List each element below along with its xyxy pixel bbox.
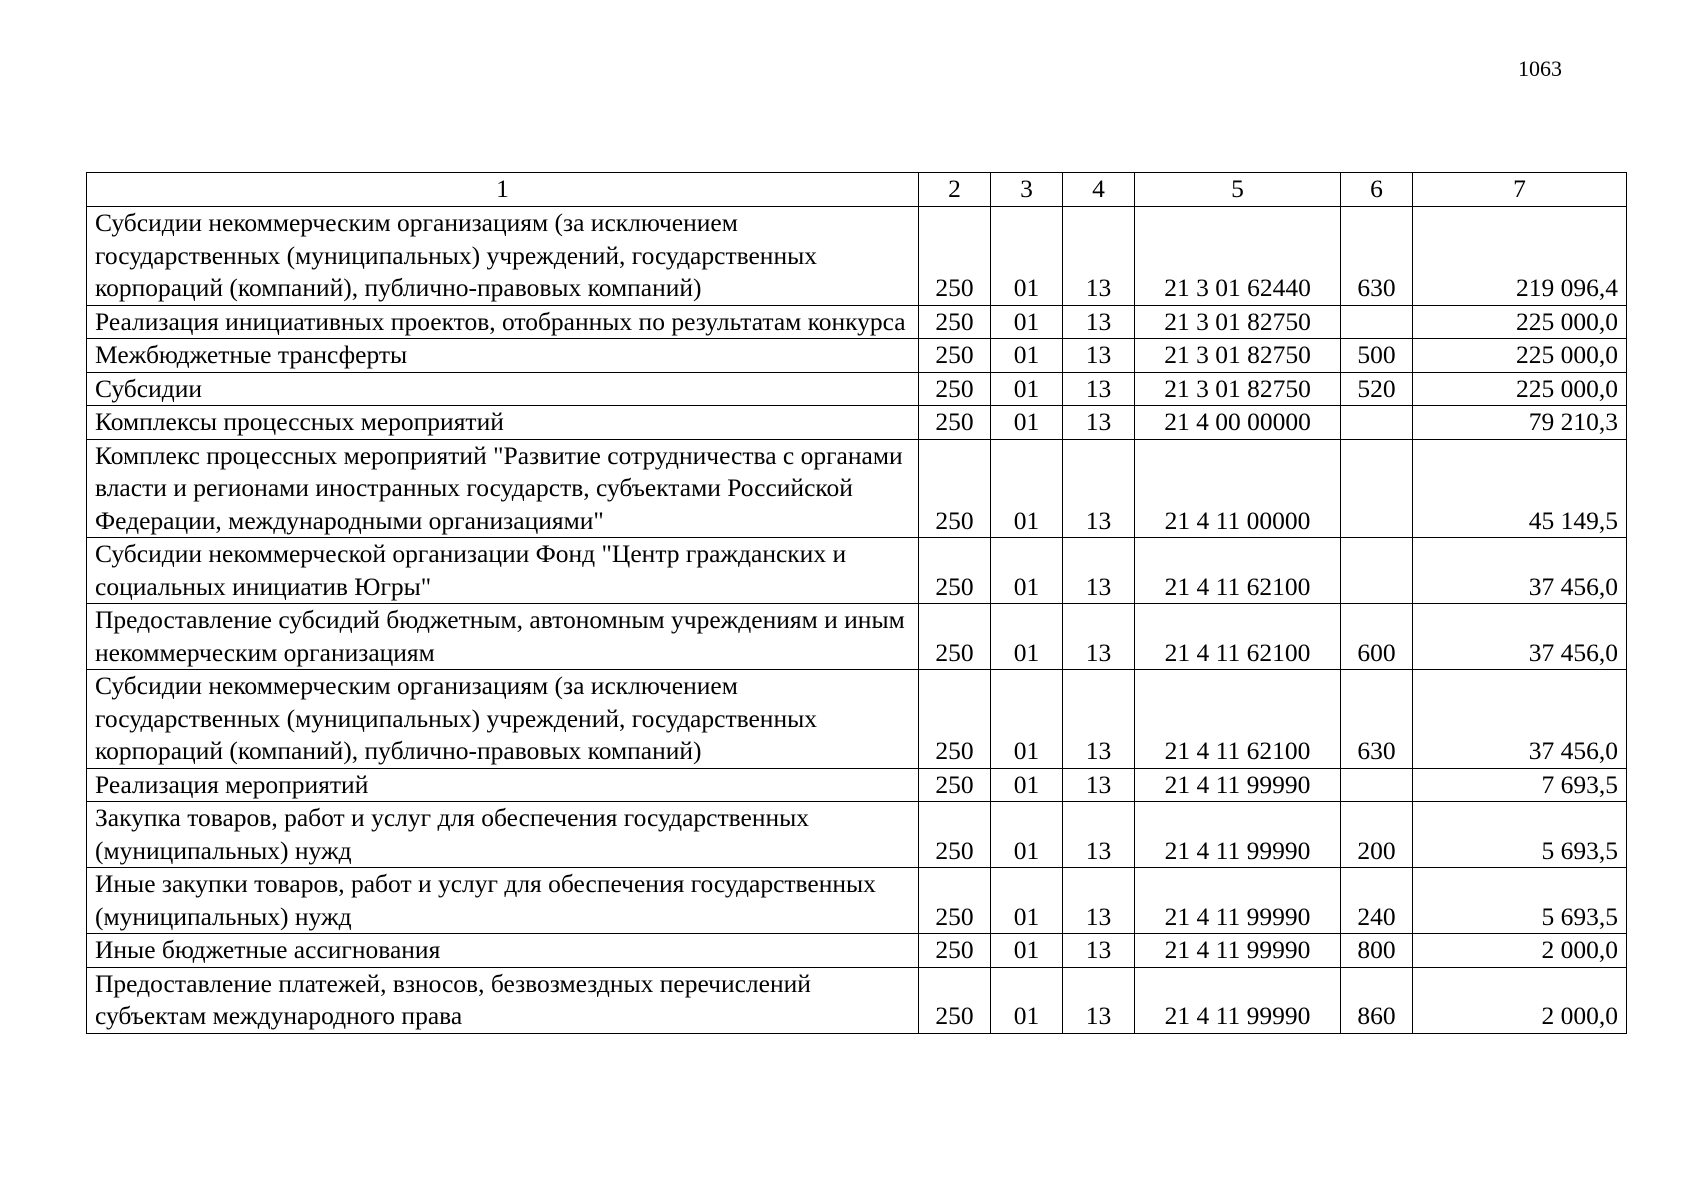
expense-type-code-cell bbox=[1341, 538, 1413, 604]
table-row bbox=[87, 868, 1627, 934]
amount-cell: 2 000,0 bbox=[1413, 934, 1627, 968]
subsection-code-cell: 13 bbox=[1063, 305, 1135, 339]
amount-cell: 37 456,0 bbox=[1413, 538, 1627, 604]
column-header: 5 bbox=[1135, 173, 1341, 207]
ministry-code-cell: 250 bbox=[919, 868, 991, 934]
item-name-cell: Реализация инициативных проектов, отобранных по результатам конкурса bbox=[87, 305, 919, 339]
expense-type-code-cell: 520 bbox=[1341, 372, 1413, 406]
subsection-code-cell: 13 bbox=[1063, 868, 1135, 934]
section-code-cell: 01 bbox=[991, 207, 1063, 306]
item-name-cell: Закупка товаров, работ и услуг для обеспечения государственных (муниципальных) нужд bbox=[87, 802, 919, 868]
expense-type-code-cell: 630 bbox=[1341, 670, 1413, 769]
section-code-cell: 01 bbox=[991, 967, 1063, 1033]
target-article-code-cell: 21 4 11 00000 bbox=[1135, 439, 1341, 538]
expense-type-code-cell: 800 bbox=[1341, 934, 1413, 968]
ministry-code-cell: 250 bbox=[919, 339, 991, 373]
expense-type-code-cell bbox=[1341, 439, 1413, 538]
ministry-code-cell: 250 bbox=[919, 372, 991, 406]
page-number: 1063 bbox=[1518, 56, 1562, 81]
table-row bbox=[87, 934, 1627, 968]
amount-cell: 7 693,5 bbox=[1413, 768, 1627, 802]
section-code-cell: 01 bbox=[991, 604, 1063, 670]
amount-cell: 5 693,5 bbox=[1413, 868, 1627, 934]
section-code-cell: 01 bbox=[991, 802, 1063, 868]
target-article-code-cell: 21 3 01 82750 bbox=[1135, 339, 1341, 373]
table-row bbox=[87, 670, 1627, 769]
section-code-cell: 01 bbox=[991, 538, 1063, 604]
amount-cell: 225 000,0 bbox=[1413, 305, 1627, 339]
table-row bbox=[87, 967, 1627, 1033]
expense-type-code-cell: 240 bbox=[1341, 868, 1413, 934]
amount-cell: 45 149,5 bbox=[1413, 439, 1627, 538]
subsection-code-cell: 13 bbox=[1063, 439, 1135, 538]
section-code-cell: 01 bbox=[991, 934, 1063, 968]
subsection-code-cell: 13 bbox=[1063, 207, 1135, 306]
column-header: 3 bbox=[991, 173, 1063, 207]
target-article-code-cell: 21 3 01 82750 bbox=[1135, 372, 1341, 406]
table-row bbox=[87, 439, 1627, 538]
subsection-code-cell: 13 bbox=[1063, 802, 1135, 868]
table-row bbox=[87, 207, 1627, 306]
section-code-cell: 01 bbox=[991, 768, 1063, 802]
table-body bbox=[87, 207, 1627, 1034]
target-article-code-cell: 21 3 01 62440 bbox=[1135, 207, 1341, 306]
item-name-cell: Межбюджетные трансферты bbox=[87, 339, 919, 373]
item-name-cell: Иные бюджетные ассигнования bbox=[87, 934, 919, 968]
target-article-code-cell: 21 4 11 62100 bbox=[1135, 670, 1341, 769]
target-article-code-cell: 21 4 11 62100 bbox=[1135, 538, 1341, 604]
table-row bbox=[87, 406, 1627, 440]
expense-type-code-cell: 200 bbox=[1341, 802, 1413, 868]
item-name-cell: Комплекс процессных мероприятий "Развитие сотрудничества с органами власти и регионами иностранных государств, субъектами Российской Федерации, международными организациями" bbox=[87, 439, 919, 538]
target-article-code-cell: 21 4 11 62100 bbox=[1135, 604, 1341, 670]
subsection-code-cell: 13 bbox=[1063, 934, 1135, 968]
amount-cell: 225 000,0 bbox=[1413, 372, 1627, 406]
table-row bbox=[87, 305, 1627, 339]
amount-cell: 37 456,0 bbox=[1413, 670, 1627, 769]
table-row bbox=[87, 604, 1627, 670]
item-name-cell: Субсидии bbox=[87, 372, 919, 406]
column-header: 1 bbox=[87, 173, 919, 207]
amount-cell: 219 096,4 bbox=[1413, 207, 1627, 306]
table-row bbox=[87, 538, 1627, 604]
subsection-code-cell: 13 bbox=[1063, 538, 1135, 604]
ministry-code-cell: 250 bbox=[919, 305, 991, 339]
table-row bbox=[87, 768, 1627, 802]
expense-type-code-cell: 600 bbox=[1341, 604, 1413, 670]
item-name-cell: Предоставление платежей, взносов, безвозмездных перечислений субъектам международного права bbox=[87, 967, 919, 1033]
ministry-code-cell: 250 bbox=[919, 967, 991, 1033]
subsection-code-cell: 13 bbox=[1063, 372, 1135, 406]
subsection-code-cell: 13 bbox=[1063, 406, 1135, 440]
subsection-code-cell: 13 bbox=[1063, 339, 1135, 373]
section-code-cell: 01 bbox=[991, 439, 1063, 538]
budget-table bbox=[86, 172, 1627, 1034]
expense-type-code-cell: 630 bbox=[1341, 207, 1413, 306]
section-code-cell: 01 bbox=[991, 406, 1063, 440]
expense-type-code-cell bbox=[1341, 305, 1413, 339]
subsection-code-cell: 13 bbox=[1063, 670, 1135, 769]
section-code-cell: 01 bbox=[991, 305, 1063, 339]
section-code-cell: 01 bbox=[991, 372, 1063, 406]
expense-type-code-cell: 860 bbox=[1341, 967, 1413, 1033]
target-article-code-cell: 21 4 11 99990 bbox=[1135, 768, 1341, 802]
target-article-code-cell: 21 4 11 99990 bbox=[1135, 802, 1341, 868]
subsection-code-cell: 13 bbox=[1063, 967, 1135, 1033]
ministry-code-cell: 250 bbox=[919, 439, 991, 538]
ministry-code-cell: 250 bbox=[919, 406, 991, 440]
column-header: 6 bbox=[1341, 173, 1413, 207]
target-article-code-cell: 21 4 11 99990 bbox=[1135, 934, 1341, 968]
item-name-cell: Субсидии некоммерческой организации Фонд "Центр гражданских и социальных инициатив Югры" bbox=[87, 538, 919, 604]
ministry-code-cell: 250 bbox=[919, 538, 991, 604]
amount-cell: 2 000,0 bbox=[1413, 967, 1627, 1033]
ministry-code-cell: 250 bbox=[919, 934, 991, 968]
amount-cell: 225 000,0 bbox=[1413, 339, 1627, 373]
expense-type-code-cell bbox=[1341, 406, 1413, 440]
target-article-code-cell: 21 4 11 99990 bbox=[1135, 967, 1341, 1033]
target-article-code-cell: 21 4 00 00000 bbox=[1135, 406, 1341, 440]
item-name-cell: Субсидии некоммерческим организациям (за исключением государственных (муниципальных) учреждений, государственных корпораций (компаний), публично-правовых компаний) bbox=[87, 207, 919, 306]
column-header: 7 bbox=[1413, 173, 1627, 207]
table-row bbox=[87, 802, 1627, 868]
target-article-code-cell: 21 4 11 99990 bbox=[1135, 868, 1341, 934]
table-row bbox=[87, 372, 1627, 406]
column-header: 2 bbox=[919, 173, 991, 207]
expense-type-code-cell: 500 bbox=[1341, 339, 1413, 373]
amount-cell: 37 456,0 bbox=[1413, 604, 1627, 670]
table-row bbox=[87, 339, 1627, 373]
table-header-row bbox=[87, 173, 1627, 207]
ministry-code-cell: 250 bbox=[919, 604, 991, 670]
amount-cell: 5 693,5 bbox=[1413, 802, 1627, 868]
subsection-code-cell: 13 bbox=[1063, 604, 1135, 670]
section-code-cell: 01 bbox=[991, 670, 1063, 769]
subsection-code-cell: 13 bbox=[1063, 768, 1135, 802]
ministry-code-cell: 250 bbox=[919, 802, 991, 868]
item-name-cell: Предоставление субсидий бюджетным, автономным учреждениям и иным некоммерческим организациям bbox=[87, 604, 919, 670]
amount-cell: 79 210,3 bbox=[1413, 406, 1627, 440]
item-name-cell: Иные закупки товаров, работ и услуг для обеспечения государственных (муниципальных) нужд bbox=[87, 868, 919, 934]
column-header: 4 bbox=[1063, 173, 1135, 207]
ministry-code-cell: 250 bbox=[919, 670, 991, 769]
target-article-code-cell: 21 3 01 82750 bbox=[1135, 305, 1341, 339]
section-code-cell: 01 bbox=[991, 339, 1063, 373]
ministry-code-cell: 250 bbox=[919, 207, 991, 306]
item-name-cell: Комплексы процессных мероприятий bbox=[87, 406, 919, 440]
section-code-cell: 01 bbox=[991, 868, 1063, 934]
item-name-cell: Субсидии некоммерческим организациям (за исключением государственных (муниципальных) учреждений, государственных корпораций (компаний), публично-правовых компаний) bbox=[87, 670, 919, 769]
ministry-code-cell: 250 bbox=[919, 768, 991, 802]
expense-type-code-cell bbox=[1341, 768, 1413, 802]
item-name-cell: Реализация мероприятий bbox=[87, 768, 919, 802]
